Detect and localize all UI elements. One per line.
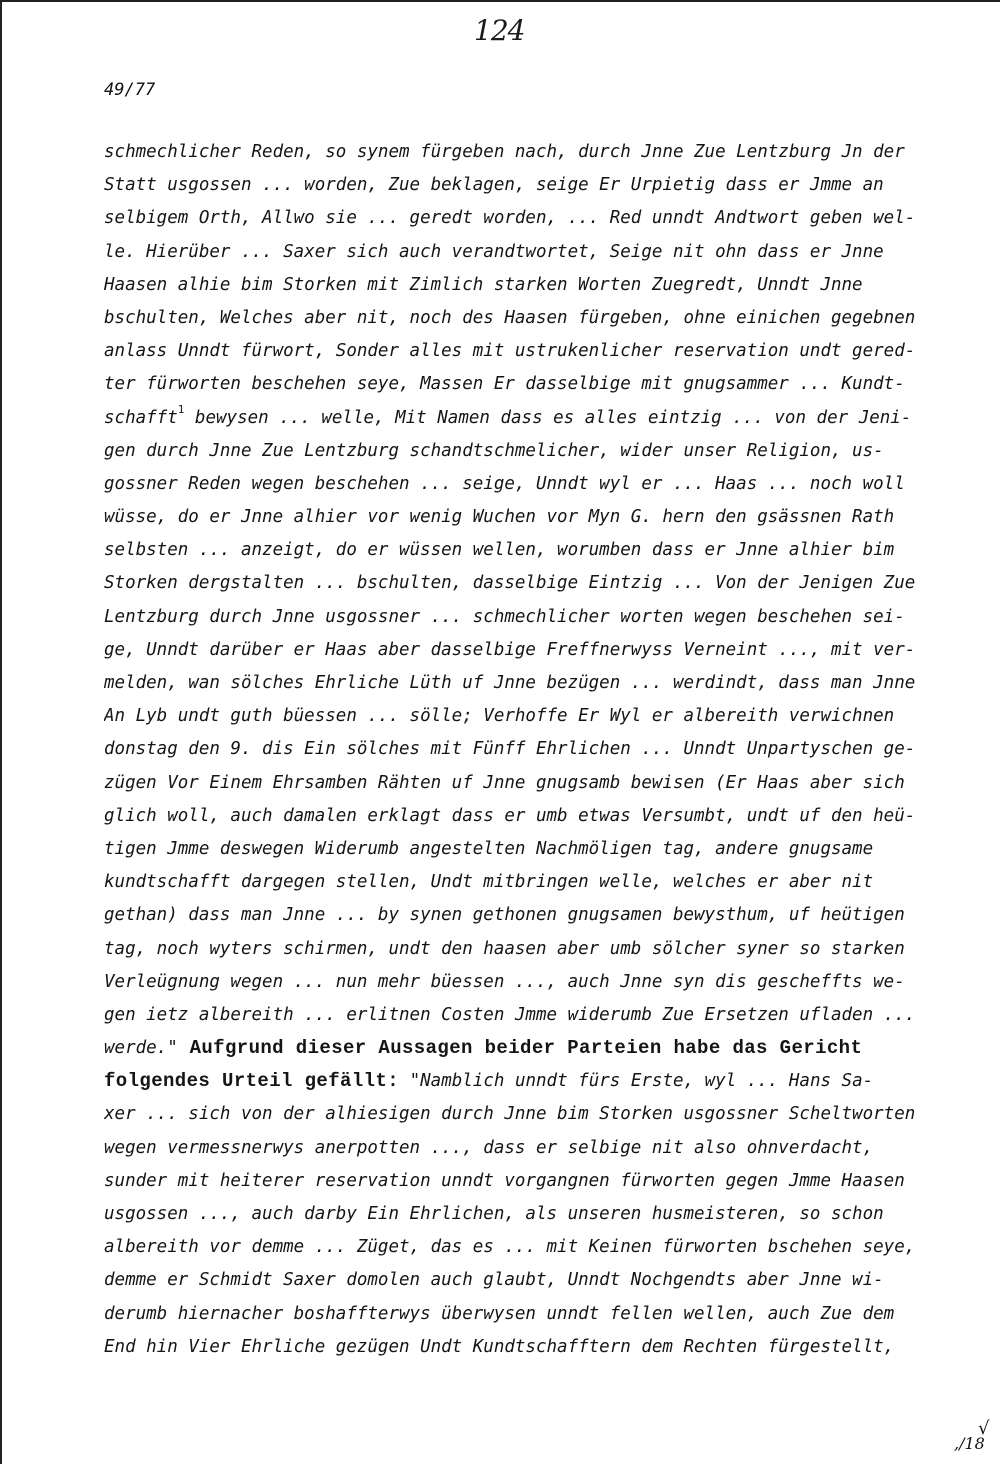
text-line: sunder mit heiterer reservation unndt vorgangnen fürworten gegen Jmme Haasen: [104, 1170, 905, 1191]
text-line: derumb hiernacher boshaffterwys überwysen unndt fellen wellen, auch Zue dem: [104, 1303, 895, 1324]
scan-top-edge: [0, 0, 1000, 2]
text-line: le. Hierüber ... Saxer sich auch verandtwortet, Seige nit ohn dass er Jnne: [104, 241, 884, 262]
text-line: zügen Vor Einem Ehrsamben Rähten uf Jnne gnugsamb bewisen (Er Haas aber sich: [104, 772, 905, 793]
text-line: demme er Schmidt Saxer domolen auch glaubt, Unndt Nochgendts aber Jnne wi-: [104, 1270, 884, 1291]
text-line: kundtschafft dargegen stellen, Undt mitbringen welle, welches er aber nit: [104, 872, 874, 893]
commentary-text: Aufgrund dieser Aussagen beider Parteien habe das Gericht: [177, 1037, 863, 1060]
text-line: ter fürworten beschehen seye, Massen Er dasselbige mit gnugsammer ... Kundt-: [104, 374, 905, 395]
text-segment: schafft: [104, 407, 178, 428]
text-line: Lentzburg durch Jnne usgossner ... schmechlicher worten wegen beschehen sei-: [104, 606, 905, 627]
text-line: wüsse, do er Jnne alhier vor wenig Wuchen vor Myn G. hern den gsässnen Rath: [104, 507, 895, 528]
text-line: selbsten ... anzeigt, do er wüssen wellen, worumben dass er Jnne alhier bim: [104, 540, 895, 561]
text-line: schmechlicher Reden, so synem fürgeben nach, durch Jnne Zue Lentzburg Jn der: [104, 142, 905, 162]
text-line-mixed: [104, 1032, 916, 1065]
text-line: bschulten, Welches aber nit, noch des Haasen fürgeben, ohne einichen gegebnen: [104, 307, 916, 328]
quoted-text: werde.": [104, 1038, 178, 1059]
text-line-with-footnote: [104, 402, 916, 435]
text-segment: bewysen ... welle, Mit Namen dass es alles eintzig ... von der Jeni-: [184, 407, 912, 428]
text-line: usgossen ..., auch darby Ein Ehrlichen, als unseren husmeisteren, so schon: [104, 1204, 884, 1224]
transcription-body: [104, 136, 916, 1364]
text-line: wegen vermessnerwys anerpotten ..., dass er selbige nit also ohnverdacht,: [104, 1137, 874, 1158]
text-line: tag, noch wyters schirmen, undt den haasen aber umb sölcher syner so starken: [104, 938, 905, 959]
text-line: anlass Unndt fürwort, Sonder alles mit ustrukenlicher reservation undt gered-: [104, 341, 916, 362]
scan-left-edge: [0, 0, 2, 1464]
text-line: albereith vor demme ... Züget, das es ... mit Keinen fürworten bschehen seye,: [104, 1237, 916, 1258]
text-line: donstag den 9. dis Ein sölches mit Fünff Ehrlichen ... Unndt Unpartyschen ge-: [104, 739, 916, 760]
text-line: Verleügnung wegen ... nun mehr büessen ..., auch Jnne syn dis gescheffts we-: [104, 971, 905, 992]
text-line: Storken dergstalten ... bschulten, dasselbige Eintzig ... Von der Jenigen Zue: [104, 573, 916, 594]
text-line: xer ... sich von der alhiesigen durch Jnne bim Storken usgossner Scheltworten: [104, 1104, 916, 1125]
handwritten-corner-note: ,/18: [954, 1434, 985, 1453]
text-line: gen ietz albereith ... erlitnen Costen Jmme widerumb Zue Ersetzen ufladen ...: [104, 1004, 916, 1025]
text-line: melden, wan sölches Ehrliche Lüth uf Jnne bezügen ... werdindt, dass man Jnne: [104, 673, 916, 693]
footnote-marker: 1: [177, 402, 185, 416]
text-line: ge, Unndt darüber er Haas aber dasselbige Freffnerwyss Verneint ..., mit ver-: [104, 639, 916, 660]
document-reference: 49/77: [104, 80, 156, 100]
text-line: An Lyb undt guth büessen ... sölle; Verhoffe Er Wyl er albereith verwichnen: [104, 706, 895, 727]
text-line: Statt usgossen ... worden, Zue beklagen, seige Er Urpietig dass er Jmme an: [104, 175, 884, 196]
text-line: gossner Reden wegen beschehen ... seige, Unndt wyl er ... Haas ... noch woll: [104, 473, 905, 494]
text-line-mixed: [104, 1065, 916, 1098]
text-line: selbigem Orth, Allwo sie ... geredt worden, ... Red unndt Andtwort geben wel-: [104, 208, 916, 229]
handwritten-page-number: 124: [474, 14, 525, 47]
text-line: tigen Jmme deswegen Widerumb angestelten Nachmöligen tag, andere gnugsame: [104, 838, 874, 859]
text-line: End hin Vier Ehrliche gezügen Undt Kundtschafftern dem Rechten fürgestellt,: [104, 1336, 895, 1357]
text-line: gethan) dass man Jnne ... by synen gethonen gnugsamen bewysthum, uf heütigen: [104, 905, 905, 926]
commentary-text: folgendes Urteil gefällt:: [104, 1070, 400, 1093]
text-line: glich woll, auch damalen erklagt dass er umb etwas Versumbt, undt uf den heü-: [104, 805, 916, 826]
text-line: gen durch Jnne Zue Lentzburg schandtschmelicher, wider unser Religion, us-: [104, 440, 884, 461]
quoted-text: "Namblich unndt fürs Erste, wyl ... Hans Sa-: [399, 1071, 874, 1092]
text-line: Haasen alhie bim Storken mit Zimlich starken Worten Zuegredt, Unndt Jnne: [104, 274, 863, 295]
check-mark-icon: √: [978, 1418, 990, 1439]
